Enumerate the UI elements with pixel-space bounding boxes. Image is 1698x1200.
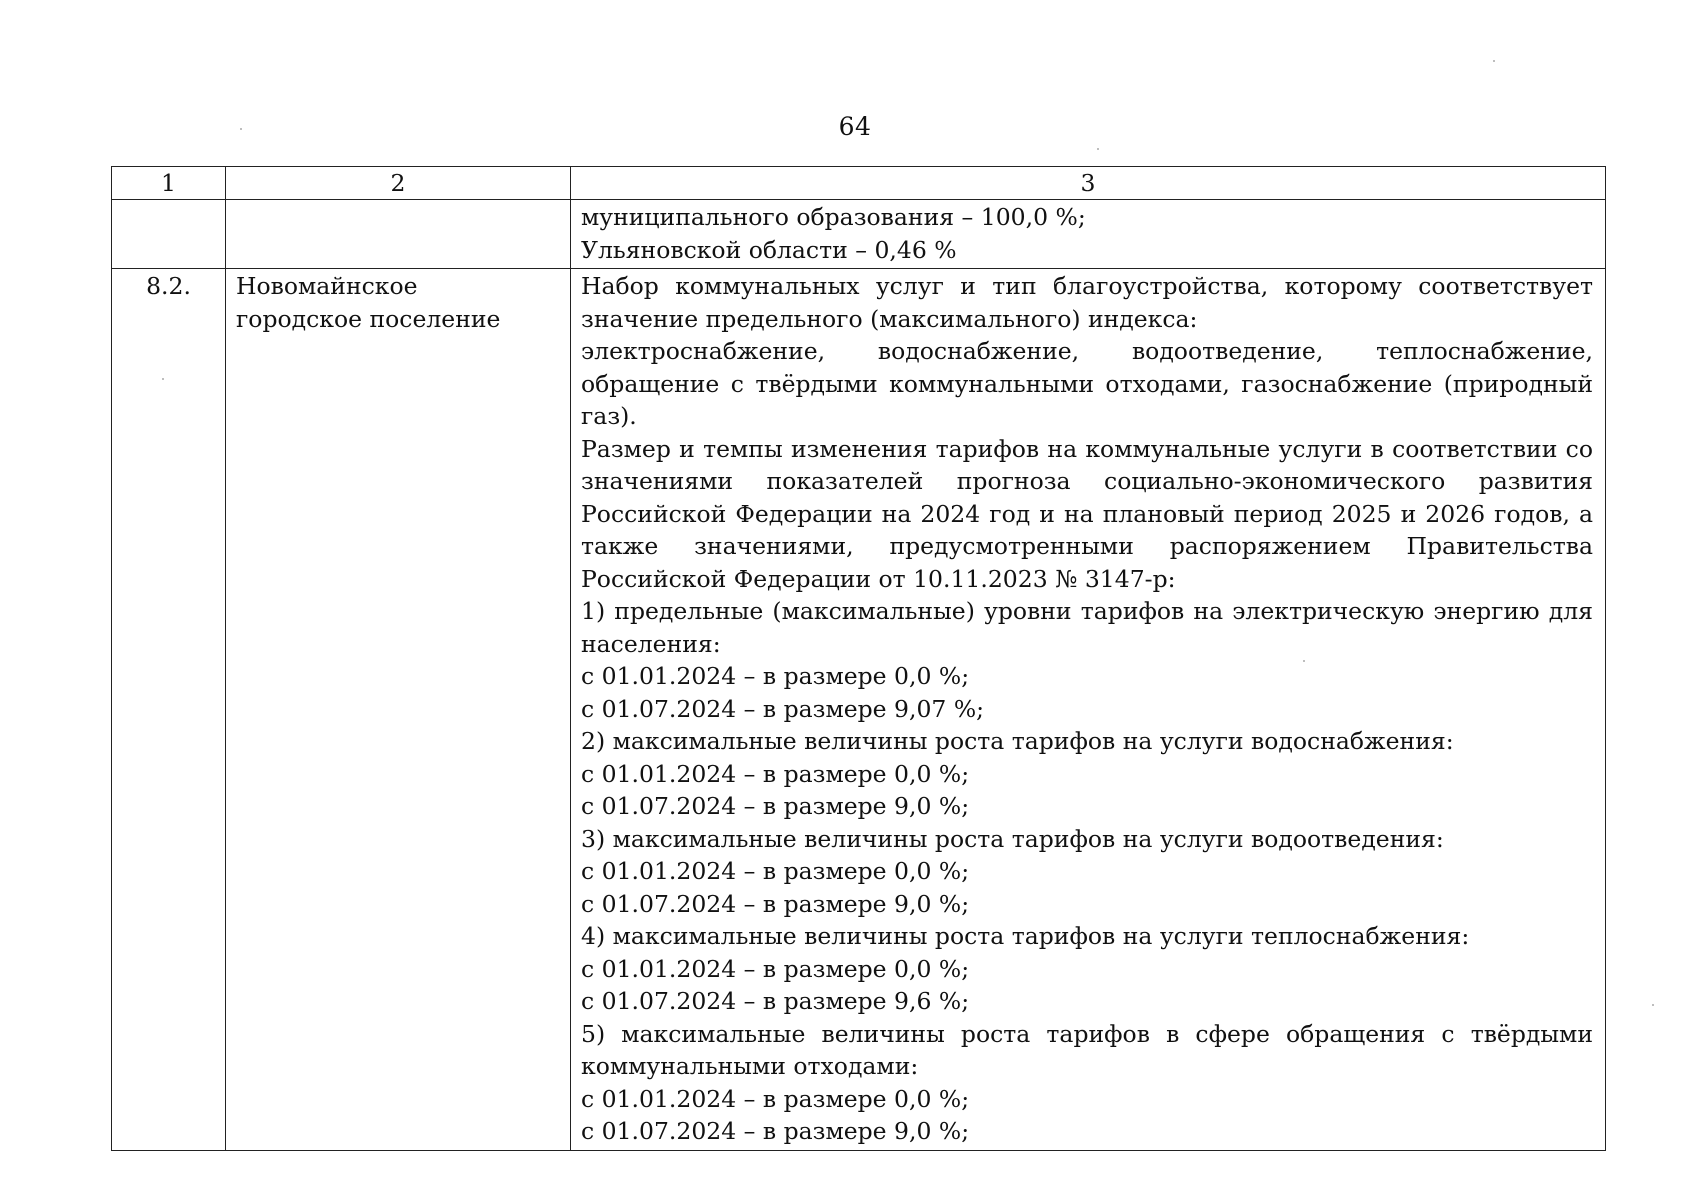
paragraph: с 01.01.2024 – в размере 0,0 %; bbox=[581, 1084, 970, 1113]
paragraph: 1) предельные (максимальные) уровни тарифов на электрическую энергию для населения: bbox=[581, 597, 1593, 658]
paragraph: 2) максимальные величины роста тарифов на услуги водоснабжения: bbox=[581, 727, 1454, 755]
paragraph: Размер и темпы изменения тарифов на коммунальные услуги в соответствии со значениями показателей прогноза социально-экономического развития Российской Федерации на 2024 год и на плановый период 2025 и 2026 годов, а также значениями, предусмотренными распоряжением Правительства Российской Федерации от 10.11.2023 № 3147-р: bbox=[581, 434, 1593, 593]
settlement-name bbox=[226, 269, 571, 1151]
paragraph: с 01.01.2024 – в размере 0,0 %; bbox=[581, 662, 970, 690]
table-row-continuation bbox=[112, 200, 1606, 269]
paragraph: электроснабжение, водоснабжение, водоотведение, теплоснабжение, обращение с твёрдыми коммунальными отходами, газоснабжение (природный газ). bbox=[581, 337, 1593, 430]
paragraph: с 01.01.2024 – в размере 0,0 %; bbox=[581, 857, 970, 885]
data-table bbox=[111, 166, 1606, 1151]
continuation-col-1 bbox=[112, 200, 226, 269]
header-col-3: 3 bbox=[571, 167, 1606, 200]
header-col-1: 1 bbox=[112, 167, 226, 200]
paragraph: с 01.07.2024 – в размере 9,0 %; bbox=[581, 1117, 970, 1145]
paragraph: Набор коммунальных услуг и тип благоустройства, которому соответствует значение предельного (максимального) индекса: bbox=[581, 272, 1593, 333]
paragraph: с 01.07.2024 – в размере 9,0 %; bbox=[581, 792, 970, 820]
continuation-col-3 bbox=[571, 200, 1606, 269]
scan-speck bbox=[162, 378, 164, 380]
paragraph: с 01.07.2024 – в размере 9,07 %; bbox=[581, 694, 985, 723]
scan-speck bbox=[1652, 1004, 1654, 1006]
continuation-col-2 bbox=[226, 200, 571, 269]
paragraph: с 01.01.2024 – в размере 0,0 %; bbox=[581, 759, 970, 788]
scan-speck bbox=[240, 128, 242, 130]
paragraph: 5) максимальные величины роста тарифов в сфере обращения с твёрдыми коммунальными отходами: bbox=[581, 1019, 1593, 1080]
scan-speck bbox=[1493, 60, 1495, 62]
page-number: 64 bbox=[838, 112, 872, 141]
continuation-line: муниципального образования – 100,0 %; bbox=[581, 203, 1086, 231]
paragraph: 4) максимальные величины роста тарифов на услуги теплоснабжения: bbox=[581, 922, 1470, 950]
paragraph: с 01.07.2024 – в размере 9,0 %; bbox=[581, 889, 970, 918]
table-row bbox=[112, 269, 1606, 1151]
row-number: 8.2. bbox=[112, 269, 226, 1151]
header-col-2: 2 bbox=[226, 167, 571, 200]
table-header-row bbox=[112, 167, 1606, 200]
paragraph: 3) максимальные величины роста тарифов на услуги водоотведения: bbox=[581, 824, 1444, 853]
continuation-line: Ульяновской области – 0,46 % bbox=[581, 235, 957, 264]
settlement-name-line: городское поселение bbox=[236, 304, 501, 333]
tariff-description bbox=[571, 269, 1606, 1151]
settlement-name-line: Новомайнское bbox=[236, 272, 418, 300]
scan-speck bbox=[1097, 148, 1099, 150]
paragraph: с 01.07.2024 – в размере 9,6 %; bbox=[581, 987, 970, 1015]
scan-speck bbox=[1303, 660, 1305, 662]
paragraph: с 01.01.2024 – в размере 0,0 %; bbox=[581, 954, 970, 983]
